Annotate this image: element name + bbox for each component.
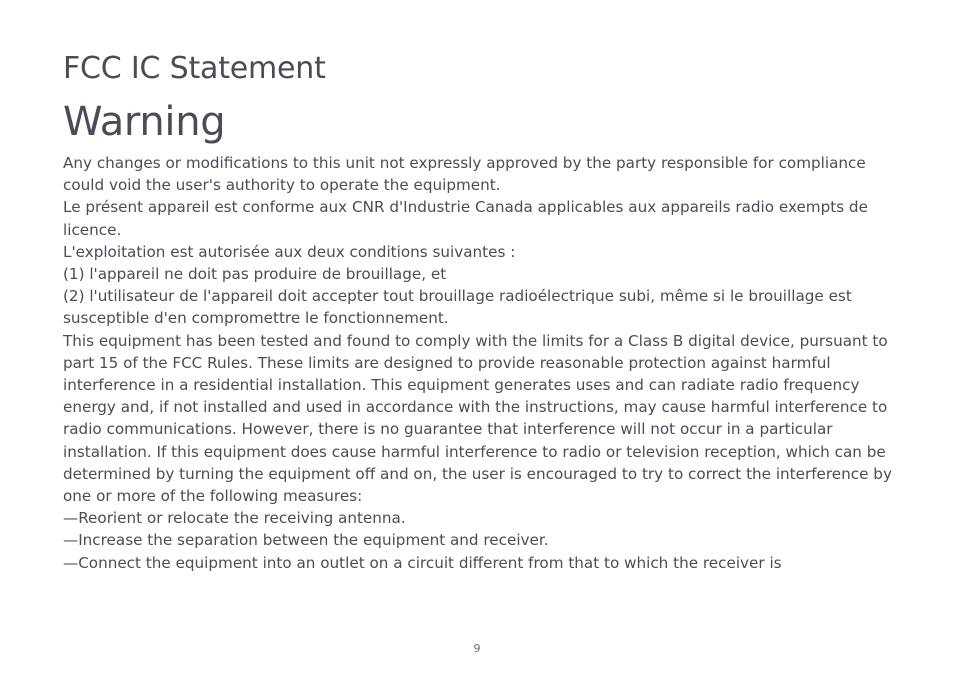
measure-increase-separation: —Increase the separation between the equipment and receiver. — [63, 531, 549, 550]
paragraph-fcc-class-b: This equipment has been tested and found to comply with the limits for a Class B digital device, pursuant to part 15 of the FCC Rules. These limits are designed to provide reasonable protection against harmful interference in a residential installation. This equipment generates uses and can radiate radio frequency energy and, if not installed and used in accordance with the instructions, may cause harmful interference to radio communications. However, there is no guarantee that interference will not occur in a particular installation. If this equipment does cause harmful interference to radio or television reception, which can be determined by turning the equipment off and on, the user is encouraged to try to correct the interference by one or more of the following measures: — [63, 331, 892, 506]
statement-body — [63, 152, 892, 574]
paragraph-condition-1: (1) l'appareil ne doit pas produire de brouillage, et — [63, 265, 447, 284]
paragraph-modifications-warning: Any changes or modifications to this unit not expressly approved by the party responsible for compliance could void the user's authority to operate the equipment. — [63, 154, 866, 195]
paragraph-condition-2: (2) l'utilisateur de l'appareil doit accepter tout brouillage radioélectrique subi, même si le brouillage est susceptible d'en compromettre le fonctionnement. — [63, 287, 852, 328]
page-number: 9 — [473, 642, 481, 655]
section-title: FCC IC Statement — [63, 51, 326, 86]
measure-connect-outlet: —Connect the equipment into an outlet on a circuit different from that to which the receiver is — [63, 553, 782, 572]
warning-heading: Warning — [63, 99, 226, 145]
paragraph-cnr-compliance: Le présent appareil est conforme aux CNR d'Industrie Canada applicables aux appareils radio exempts de licence. — [63, 198, 868, 239]
paragraph-operation-conditions: L'exploitation est autorisée aux deux conditions suivantes : — [63, 242, 516, 261]
measure-reorient-antenna: —Reorient or relocate the receiving antenna. — [63, 509, 406, 528]
